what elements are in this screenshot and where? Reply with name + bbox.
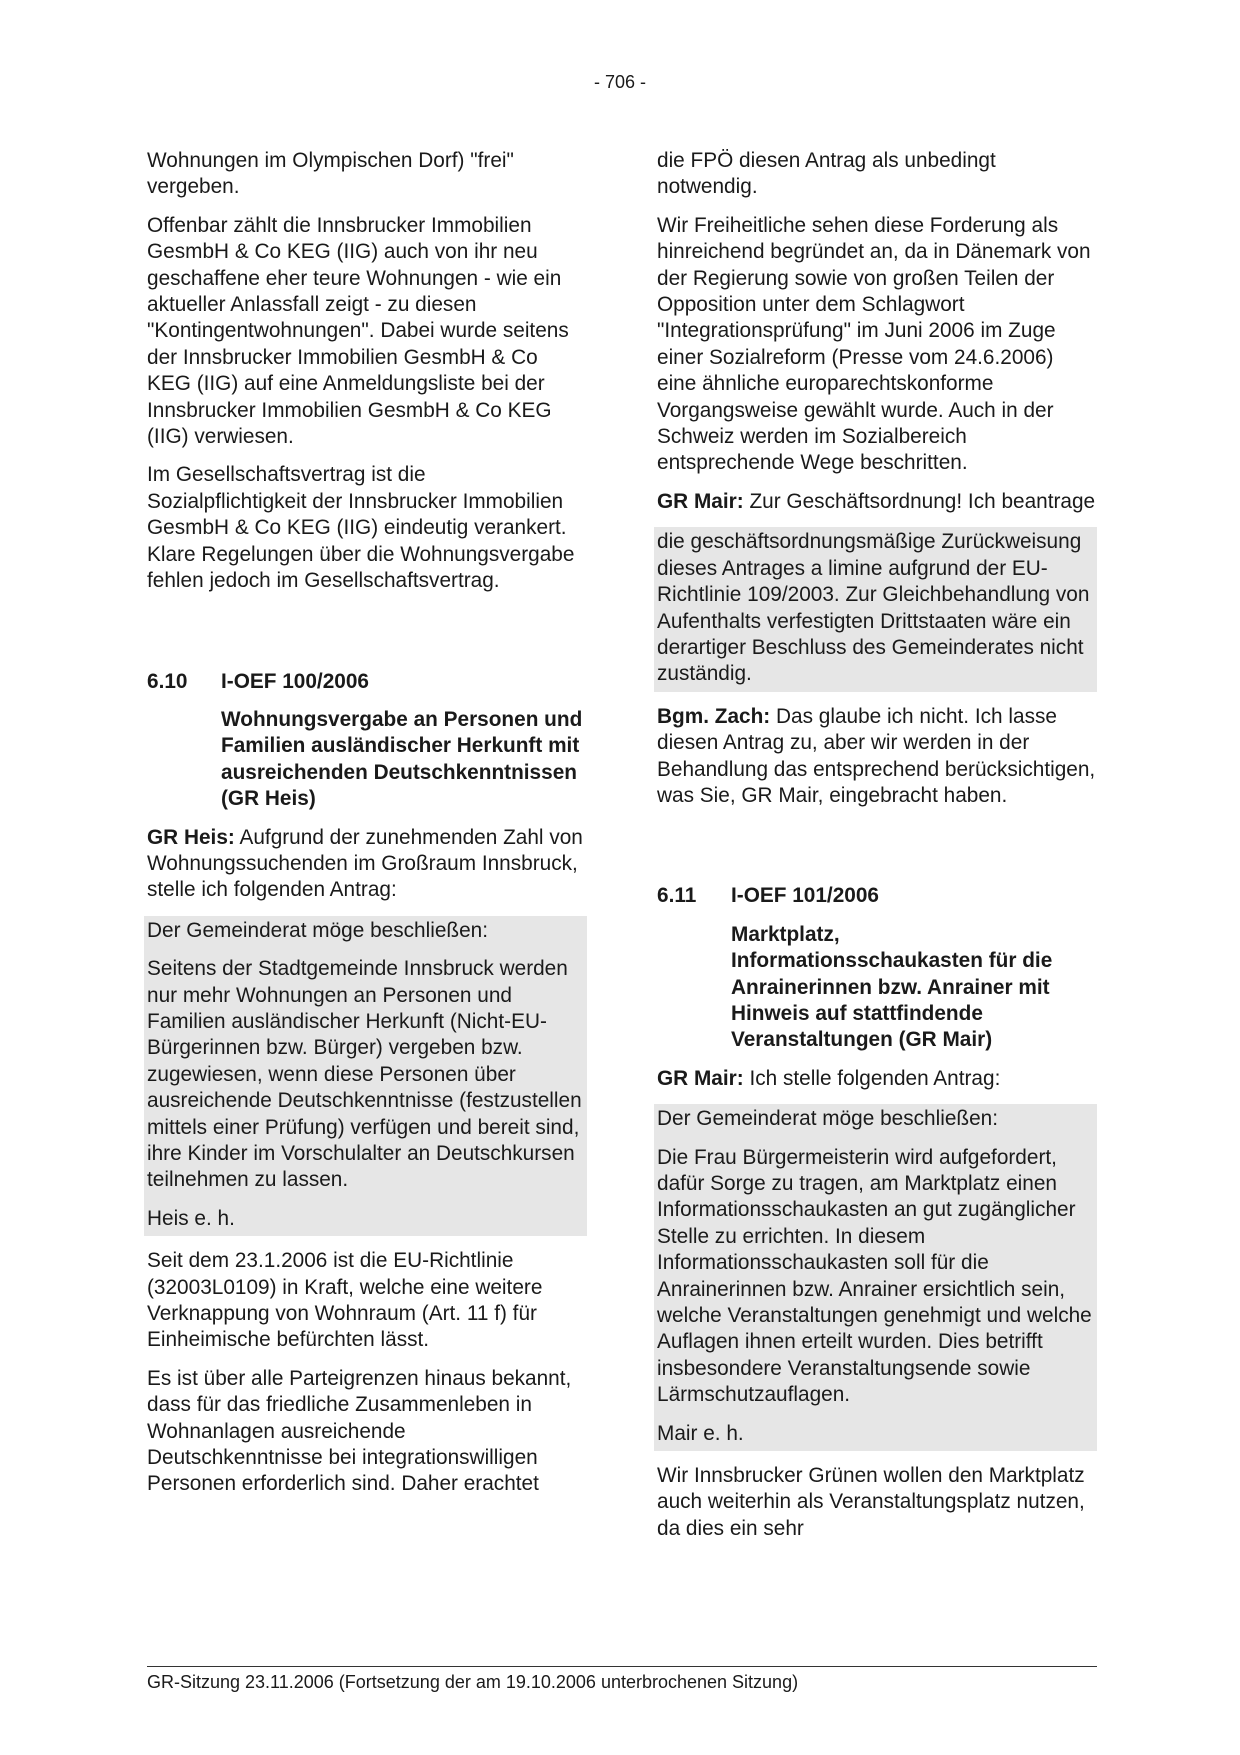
- speaker-name: GR Mair:: [657, 1066, 744, 1090]
- motion-box: [144, 916, 587, 1236]
- page-number: - 706 -: [593, 72, 647, 92]
- agenda-item-title: Wohnungsvergabe an Personen und Familien ausländischer Herkunft mit ausreichenden Deutschkenntnissen (GR Heis): [221, 707, 583, 811]
- agenda-item-heading: [147, 669, 587, 695]
- speech-text: Zur Geschäftsordnung! Ich beantrage: [743, 489, 1096, 513]
- paragraph: Wir Freiheitliche sehen diese Forderung als hinreichend begründet an, da in Dänemark von der Regierung sowie von großen Teilen der Opposition unter dem Schlagwort "Integrationsprüfung" im Juni 2006 im Zuge einer Sozialreform (Presse vom 24.6.2006) eine ähnliche europarechtskonforme Vorgangsweise gewählt wurde. Auch in der Schweiz werden im Sozialbereich entsprechende Wege beschritten.: [657, 213, 1091, 475]
- agenda-item-number: 6.11: [657, 884, 697, 908]
- motion-box: [654, 1104, 1097, 1451]
- paragraph: die FPÖ diesen Antrag als unbedingt notwendig.: [657, 149, 996, 199]
- speaker-name: Bgm. Zach:: [657, 704, 771, 728]
- motion-intro: Der Gemeinderat möge beschließen:: [147, 918, 489, 942]
- speaker-name: GR Mair:: [657, 489, 744, 513]
- paragraph: Offenbar zählt die Innsbrucker Immobilien GesmbH & Co KEG (IIG) auch von ihr neu geschaffene eher teure Wohnungen - wie ein aktueller Anlassfall zeigt - zu diesen "Kontingentwohnungen". Dabei wurde seitens der Innsbrucker Immobilien GesmbH & Co KEG (IIG) auf eine Anmeldungsliste bei der Innsbrucker Immobilien GesmbH & Co KEG (IIG) verwiesen.: [147, 213, 569, 449]
- paragraph: Wir Innsbrucker Grünen wollen den Marktplatz auch weiterhin als Veranstaltungsplatz nutzen, da dies ein sehr: [657, 1464, 1085, 1540]
- agenda-item-heading: [657, 883, 1097, 909]
- motion-intro: Der Gemeinderat möge beschließen:: [657, 1107, 999, 1131]
- speech-text: Aufgrund der zunehmenden Zahl von Wohnungssuchenden im Großraum Innsbruck, stelle ich folgenden Antrag:: [147, 825, 583, 902]
- paragraph: Seit dem 23.1.2006 ist die EU-Richtlinie (32003L0109) in Kraft, welche eine weitere Verknappung von Wohnraum (Art. 11 f) für Einheimische befürchten lässt.: [147, 1249, 543, 1352]
- agenda-item-number: 6.10: [147, 669, 188, 693]
- speech-paragraph: [657, 489, 1097, 515]
- agenda-item-code: I-OEF 101/2006: [731, 884, 879, 908]
- page-footer: GR-Sitzung 23.11.2006 (Fortsetzung der am 19.10.2006 unterbrochenen Sitzung): [147, 1672, 799, 1692]
- agenda-item-title: Marktplatz, Informationsschaukasten für die Anrainerinnen bzw. Anrainer mit Hinweis auf stattfindende Veranstaltungen (GR Mair): [731, 922, 1053, 1052]
- motion-text: Die Frau Bürgermeisterin wird aufgefordert, dafür Sorge zu tragen, am Marktplatz einen Informationsschaukasten an gut zugänglicher Stelle zu errichten. In diesem Informationsschaukasten soll für die Anrainerinnen bzw. Anrainer ersichtlich sein, welche Veranstaltungen genehmigt und welche Auflagen ihnen erteilt wurden. Dies betrifft insbesondere Veranstaltungsende sowie Lärmschutzauflagen.: [657, 1145, 1092, 1407]
- speech-paragraph: [657, 704, 1097, 810]
- quote-text: die geschäftsordnungsmäßige Zurückweisung dieses Antrages a limine aufgrund der EU-Richtlinie 109/2003. Zur Gleichbehandlung von Aufenthalts verfestigten Drittstaaten wäre ein derartiger Beschluss des Gemeinderates nicht zuständig.: [657, 530, 1090, 686]
- footer-divider: [147, 1666, 1097, 1667]
- motion-signature: Heis e. h.: [147, 1206, 235, 1230]
- speech-paragraph: [657, 1066, 1097, 1092]
- agenda-item-code: I-OEF 100/2006: [221, 669, 369, 693]
- paragraph: Im Gesellschaftsvertrag ist die Sozialpflichtigkeit der Innsbrucker Immobilien GesmbH & Co KEG (IIG) eindeutig verankert. Klare Regelungen über die Wohnungsvergabe fehlen jedoch im Gesellschaftsvertrag.: [147, 463, 575, 593]
- speech-text: Ich stelle folgenden Antrag:: [743, 1066, 1001, 1090]
- speech-paragraph: [147, 825, 587, 904]
- right-column: [657, 148, 1097, 1554]
- paragraph: Wohnungen im Olympischen Dorf) "frei" vergeben.: [147, 149, 514, 199]
- speech-text: Das glaube ich nicht. Ich lasse diesen Antrag zu, aber wir werden in der Behandlung das entsprechend berücksichtigen, was Sie, GR Mair, eingebracht haben.: [657, 704, 1096, 807]
- left-column: [147, 148, 587, 1510]
- motion-text: Seitens der Stadtgemeinde Innsbruck werden nur mehr Wohnungen an Personen und Familien ausländischer Herkunft (Nicht-EU-Bürgerinnen bzw. Bürger) vergeben bzw. zugewiesen, wenn diese Personen über ausreichende Deutschkenntnisse (festzustellen mittels einer Prüfung) verfügen und bereit sind, ihre Kinder im Vorschulalter an Deutschkursen teilnehmen zu lassen.: [147, 957, 582, 1192]
- motion-signature: Mair e. h.: [657, 1421, 744, 1445]
- quote-box: [654, 527, 1097, 691]
- paragraph: Es ist über alle Parteigrenzen hinaus bekannt, dass für das friedliche Zusammenleben in Wohnanlagen ausreichende Deutschkenntnisse bei integrationswilligen Personen erforderlich sind. Daher erachtet: [147, 1366, 572, 1496]
- speaker-name: GR Heis:: [147, 825, 235, 849]
